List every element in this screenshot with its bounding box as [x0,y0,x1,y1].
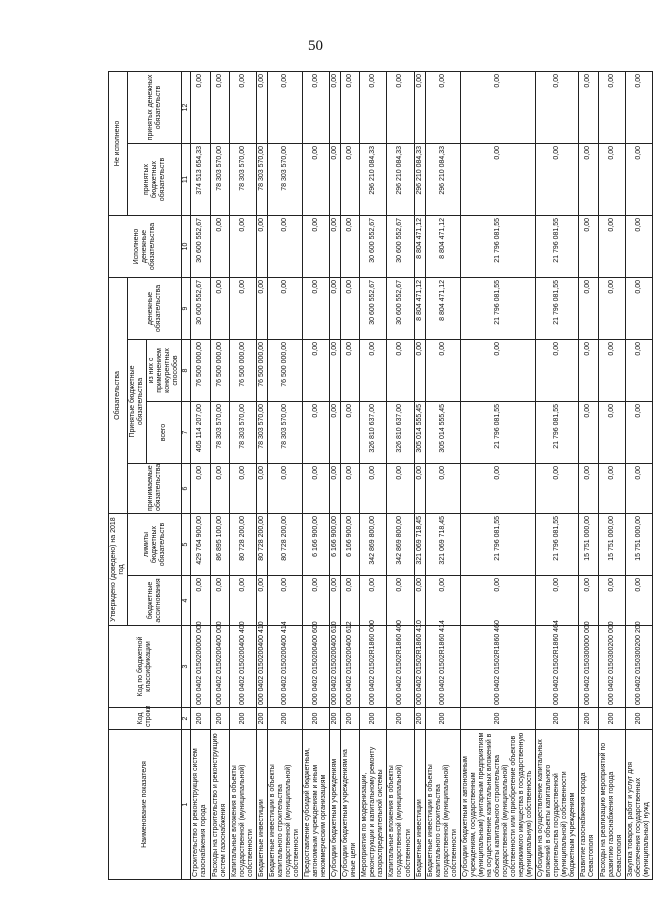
cell-c9: 8 804 471,12 [425,278,460,340]
header-not-executed: Не исполнено [109,72,128,216]
cell-c4: 0,00 [191,576,210,626]
cell-c5: 80 728 200,00 [229,514,256,576]
cell-c9: 0,00 [210,278,229,340]
cell-c9: 21 796 081,55 [536,278,579,340]
cell-line: 200 [267,708,302,730]
cell-c9: 0,00 [302,278,329,340]
cell-c7: 0,00 [302,402,329,464]
cell-c7: 0,00 [598,402,625,464]
cell-c11: 78 303 570,00 [256,144,267,216]
cell-c11: 78 303 570,00 [267,144,302,216]
cell-c4: 0,00 [256,576,267,626]
col-index: 2 [182,708,191,730]
header-executed: Исполнено денежные обязательства [109,216,182,278]
cell-c9: 0,00 [229,278,256,340]
cell-code: 000 0402 0150300000 000 [579,626,598,708]
cell-c12: 0,00 [210,72,229,144]
header-bud-assign: бюджетные ассигнования [128,576,182,626]
header-ne-budget: принятых бюджетных обязательств [128,144,182,216]
table-row [579,72,598,880]
table-row [425,72,460,880]
cell-c5: 15 751 000,00 [598,514,625,576]
cell-code: 000 0402 01502R1860 460 [460,626,535,708]
cell-name: Капитальные вложения в объекты государственной (муниципальной) собственности [387,730,414,880]
cell-c6: 0,00 [229,464,256,514]
cell-c11: 0,00 [330,144,341,216]
cell-c9: 0,00 [256,278,267,340]
cell-c10: 0,00 [256,216,267,278]
cell-c8: 76 500 000,00 [229,340,256,402]
cell-code: 000 0402 01502R1860 400 [387,626,414,708]
cell-c8: 0,00 [302,340,329,402]
cell-c10: 21 796 081,55 [460,216,535,278]
cell-c7: 78 303 570,00 [256,402,267,464]
cell-c11: 0,00 [302,144,329,216]
table-row [267,72,302,880]
cell-c6: 0,00 [341,464,360,514]
cell-c8: 0,00 [414,340,425,402]
budget-table-rotated [108,72,650,880]
cell-c7: 305 014 555,45 [414,402,425,464]
cell-c5: 86 895 100,00 [210,514,229,576]
cell-c6: 0,00 [625,464,652,514]
cell-c8: 0,00 [579,340,598,402]
cell-c9: 8 804 471,12 [414,278,425,340]
cell-c11: 296 210 084,33 [360,144,387,216]
cell-c9: 0,00 [625,278,652,340]
cell-c12: 0,00 [598,72,625,144]
cell-code: 000 0402 0150300200 200 [625,626,652,708]
cell-c12: 0,00 [579,72,598,144]
cell-c8: 0,00 [536,340,579,402]
cell-c4: 0,00 [460,576,535,626]
col-index: 8 [182,340,191,402]
cell-c6: 0,00 [387,464,414,514]
table-row [341,72,360,880]
cell-c10: 21 796 081,55 [536,216,579,278]
cell-c8: 0,00 [330,340,341,402]
table-row [536,72,579,880]
header-total: всего [147,402,182,464]
header-ne-monetary: принятых денежных обязательств [128,72,182,144]
cell-code: 000 0402 0150200400 400 [229,626,256,708]
cell-name: Бюджетные инвестиции в объекты капитального строительства государственной (муниципальной) собственности [425,730,460,880]
table-row [229,72,256,880]
cell-c8: 0,00 [387,340,414,402]
cell-name: Субсидии бюджетным учреждениям [330,730,341,880]
cell-code: 000 0402 0150200000 000 [191,626,210,708]
cell-c9: 30 600 552,67 [191,278,210,340]
header-competitive: из них с применением конкурентных способов [147,340,182,402]
cell-c4: 0,00 [625,576,652,626]
cell-name: Бюджетные инвестиции в объекты капитального строительства государственной (муниципальной) собственности [267,730,302,880]
cell-code: 000 0402 01502R1860 414 [425,626,460,708]
cell-c11: 0,00 [625,144,652,216]
cell-c10: 0,00 [229,216,256,278]
cell-code: 000 0402 0150200400 414 [267,626,302,708]
cell-c12: 0,00 [256,72,267,144]
cell-c11: 0,00 [536,144,579,216]
cell-line: 200 [387,708,414,730]
cell-c6: 0,00 [256,464,267,514]
column-index-row [182,72,191,880]
cell-c9: 0,00 [341,278,360,340]
cell-c7: 78 303 570,00 [267,402,302,464]
cell-c6: 0,00 [579,464,598,514]
table-body [191,72,652,880]
cell-c8: 76 500 000,00 [210,340,229,402]
cell-c7: 0,00 [625,402,652,464]
cell-c4: 0,00 [341,576,360,626]
cell-c10: 0,00 [330,216,341,278]
cell-c8: 0,00 [460,340,535,402]
header-monetary: денежные обязательства [128,278,182,340]
cell-c12: 0,00 [425,72,460,144]
budget-table [108,71,653,880]
cell-c6: 0,00 [210,464,229,514]
cell-c5: 429 764 900,00 [191,514,210,576]
cell-line: 200 [598,708,625,730]
cell-c5: 21 796 081,55 [460,514,535,576]
cell-c9: 0,00 [330,278,341,340]
cell-c7: 0,00 [330,402,341,464]
cell-line: 200 [191,708,210,730]
cell-name: Субсидии бюджетным и автономным учреждениям, государственным (муниципальным) унитарным предприятиям на осуществление капитальных вложений в объекты капитального строительства государственной (муниципальной) собственности или приобретение объектов недвижимого имущества в государственную (муниципальную) собственность [460,730,535,880]
cell-c9: 0,00 [598,278,625,340]
cell-c5: 80 728 200,00 [267,514,302,576]
col-index: 1 [182,730,191,880]
table-header [109,72,191,880]
cell-c12: 0,00 [191,72,210,144]
cell-c7: 21 796 081,55 [536,402,579,464]
cell-c4: 0,00 [267,576,302,626]
cell-c9: 0,00 [267,278,302,340]
cell-c12: 0,00 [536,72,579,144]
cell-code: 000 0402 0150200400 610 [330,626,341,708]
cell-c7: 78 303 570,00 [229,402,256,464]
cell-c10: 8 804 471,12 [425,216,460,278]
cell-c12: 0,00 [360,72,387,144]
col-index: 4 [182,576,191,626]
cell-c8: 0,00 [425,340,460,402]
cell-c8: 76 500 000,00 [267,340,302,402]
table-row [330,72,341,880]
cell-c4: 0,00 [414,576,425,626]
cell-c4: 0,00 [302,576,329,626]
cell-c4: 0,00 [425,576,460,626]
cell-code: 000 0402 0150200400 600 [302,626,329,708]
cell-c11: 0,00 [579,144,598,216]
cell-code: 000 0402 0150200400 410 [256,626,267,708]
cell-c9: 30 600 552,67 [360,278,387,340]
cell-line: 200 [579,708,598,730]
cell-line: 200 [625,708,652,730]
cell-c7: 305 014 555,45 [425,402,460,464]
cell-c11: 78 303 570,00 [210,144,229,216]
cell-c4: 0,00 [536,576,579,626]
cell-c6: 0,00 [536,464,579,514]
cell-c10: 0,00 [210,216,229,278]
cell-name: Расходы на строительство и реконструкцию систем газоснабжения [210,730,229,880]
cell-c8: 0,00 [598,340,625,402]
table-row [414,72,425,880]
cell-c5: 6 166 900,00 [302,514,329,576]
table-row [256,72,267,880]
cell-line: 200 [341,708,360,730]
col-index: 9 [182,278,191,340]
cell-c7: 326 810 637,00 [387,402,414,464]
cell-line: 200 [210,708,229,730]
cell-name: Развитие газоснабжения города Севастополя [579,730,598,880]
cell-name: Субсидии на осуществление капитальных вложений в объекты капитального строительства государственной (муниципальной) собственности бюджетным учреждениям [536,730,579,880]
cell-line: 200 [536,708,579,730]
cell-c10: 0,00 [267,216,302,278]
cell-line: 200 [302,708,329,730]
col-index: 6 [182,464,191,514]
cell-c5: 15 751 000,00 [579,514,598,576]
table-row [360,72,387,880]
header-obligations: Обязательства [109,278,128,514]
cell-name: Субсидии бюджетным учреждениям на иные цели [341,730,360,880]
cell-c6: 0,00 [360,464,387,514]
cell-name: Строительство и реконструкция систем газоснабжения города [191,730,210,880]
cell-c6: 0,00 [414,464,425,514]
cell-c5: 21 796 081,55 [536,514,579,576]
col-index: 3 [182,626,191,708]
cell-c11: 296 210 084,33 [425,144,460,216]
cell-c12: 0,00 [625,72,652,144]
cell-c12: 0,00 [302,72,329,144]
cell-name: Предоставление субсидий бюджетным, автономным учреждениям и иным некоммерческим организациям [302,730,329,880]
cell-c4: 0,00 [229,576,256,626]
header-code-class: Код по бюджетной классификации [109,626,182,708]
header-accepted-budget: Принятые бюджетные обязательства [128,340,147,464]
cell-c10: 0,00 [341,216,360,278]
table-row [460,72,535,880]
header-limits: лимиты бюджетных обязательств [128,514,182,576]
col-index: 12 [182,72,191,144]
cell-name: Капитальные вложения в объекты государственной (муниципальной) собственности [229,730,256,880]
cell-c7: 326 810 637,00 [360,402,387,464]
cell-code: 000 0402 0150300200 000 [598,626,625,708]
cell-c4: 0,00 [387,576,414,626]
cell-c10: 0,00 [625,216,652,278]
cell-c8: 0,00 [341,340,360,402]
cell-line: 200 [256,708,267,730]
cell-name: Бюджетные инвестиции [414,730,425,880]
cell-c5: 6 166 900,00 [341,514,360,576]
cell-code: 000 0402 0150200400 612 [341,626,360,708]
col-index: 11 [182,144,191,216]
cell-c12: 0,00 [387,72,414,144]
cell-code: 000 0402 01502R1860 410 [414,626,425,708]
cell-line: 200 [229,708,256,730]
cell-c8: 0,00 [625,340,652,402]
table-row [210,72,229,880]
table-row [598,72,625,880]
cell-code: 000 0402 01502R1860 464 [536,626,579,708]
cell-line: 200 [414,708,425,730]
cell-c11: 374 513 654,33 [191,144,210,216]
table-row [625,72,652,880]
cell-c4: 0,00 [330,576,341,626]
header-code-line: Код строки [109,708,182,730]
cell-c5: 342 869 800,00 [360,514,387,576]
cell-c12: 0,00 [414,72,425,144]
cell-c7: 0,00 [579,402,598,464]
cell-c10: 8 804 471,12 [414,216,425,278]
cell-c10: 30 600 552,67 [387,216,414,278]
cell-c6: 0,00 [460,464,535,514]
cell-c6: 0,00 [330,464,341,514]
budget-table-frame [108,72,650,880]
col-index: 7 [182,402,191,464]
cell-c5: 321 069 718,45 [425,514,460,576]
cell-code: 000 0402 0150200400 000 [210,626,229,708]
cell-line: 200 [460,708,535,730]
cell-line: 200 [360,708,387,730]
cell-c11: 0,00 [598,144,625,216]
cell-c7: 405 114 207,00 [191,402,210,464]
cell-c10: 30 600 552,67 [191,216,210,278]
cell-c10: 30 600 552,67 [360,216,387,278]
cell-c8: 0,00 [360,340,387,402]
cell-c7: 21 796 081,55 [460,402,535,464]
cell-c10: 0,00 [579,216,598,278]
cell-c12: 0,00 [460,72,535,144]
cell-c10: 0,00 [302,216,329,278]
col-index: 5 [182,514,191,576]
cell-c10: 0,00 [598,216,625,278]
cell-c11: 0,00 [460,144,535,216]
cell-name: Мероприятия по модернизации, реконструкции и капитальному ремонту газораспределительной системы [360,730,387,880]
cell-c6: 0,00 [598,464,625,514]
cell-c11: 78 303 570,00 [229,144,256,216]
table-row [191,72,210,880]
cell-c12: 0,00 [267,72,302,144]
cell-c5: 342 869 800,00 [387,514,414,576]
cell-c7: 0,00 [341,402,360,464]
cell-c5: 6 166 900,00 [330,514,341,576]
cell-c4: 0,00 [579,576,598,626]
cell-c6: 0,00 [425,464,460,514]
cell-c11: 296 210 084,33 [387,144,414,216]
cell-c9: 0,00 [579,278,598,340]
cell-c7: 78 303 570,00 [210,402,229,464]
cell-c6: 0,00 [267,464,302,514]
cell-c5: 321 069 718,45 [414,514,425,576]
cell-code: 000 0402 01502R1860 000 [360,626,387,708]
cell-line: 200 [330,708,341,730]
cell-c9: 30 600 552,67 [387,278,414,340]
table-row [302,72,329,880]
page-number: 50 [308,38,323,54]
cell-name: Закупка товаров, работ и услуг для обеспечения государственных (муниципальных) нужд [625,730,652,880]
cell-c4: 0,00 [210,576,229,626]
cell-c6: 0,00 [191,464,210,514]
cell-c4: 0,00 [598,576,625,626]
cell-c5: 15 751 000,00 [625,514,652,576]
cell-c9: 21 796 081,55 [460,278,535,340]
cell-line: 200 [425,708,460,730]
cell-c12: 0,00 [330,72,341,144]
header-name: Наименование показателя [109,730,182,880]
cell-c6: 0,00 [302,464,329,514]
cell-name: Бюджетные инвестиции [256,730,267,880]
cell-name: Расходы на реализацию мероприятий по развитию газоснабжения города Севастополя [598,730,625,880]
cell-c5: 80 728 200,00 [256,514,267,576]
col-index: 10 [182,216,191,278]
cell-c12: 0,00 [341,72,360,144]
cell-c12: 0,00 [229,72,256,144]
table-row [387,72,414,880]
header-approved: Утверждено (доведено) на 2018 год [109,514,128,626]
cell-c11: 0,00 [341,144,360,216]
cell-c4: 0,00 [360,576,387,626]
cell-c8: 76 500 000,00 [256,340,267,402]
cell-c8: 76 500 000,00 [191,340,210,402]
header-accepted-obl: принимаемые обязательства [128,464,182,514]
cell-c11: 296 210 084,33 [414,144,425,216]
